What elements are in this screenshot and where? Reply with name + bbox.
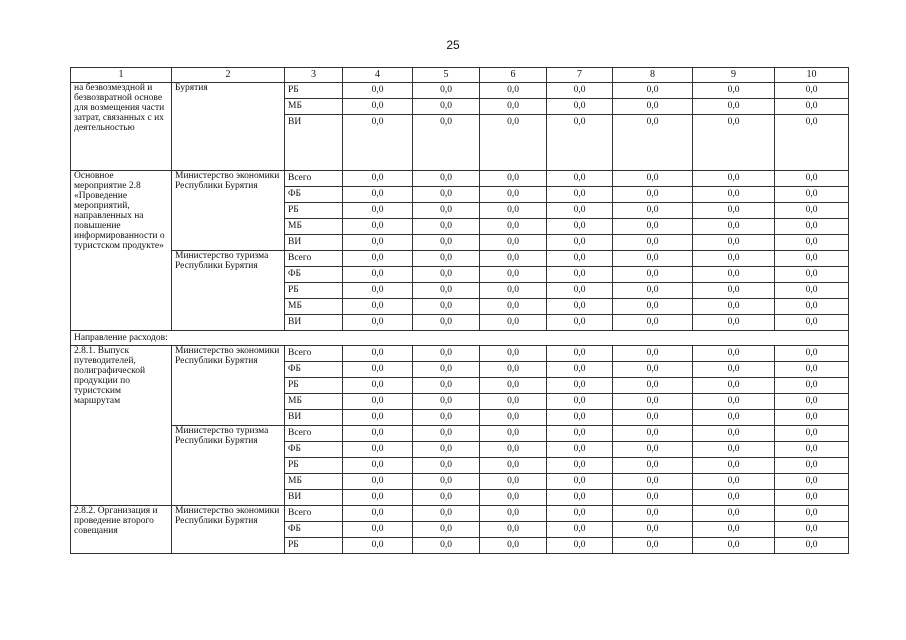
funding-source: РБ: [285, 458, 343, 474]
value-cell: 0,0: [775, 83, 849, 99]
value-cell: 0,0: [547, 538, 613, 554]
funding-source: РБ: [285, 538, 343, 554]
value-cell: 0,0: [480, 410, 547, 426]
funding-source: РБ: [285, 203, 343, 219]
value-cell: 0,0: [613, 442, 693, 458]
column-number: 5: [413, 68, 480, 83]
value-cell: 0,0: [343, 394, 413, 410]
column-number: 7: [547, 68, 613, 83]
value-cell: 0,0: [693, 394, 775, 410]
value-cell: 0,0: [775, 219, 849, 235]
value-cell: 0,0: [775, 426, 849, 442]
table-row: [71, 426, 849, 442]
value-cell: 0,0: [547, 171, 613, 187]
value-cell: 0,0: [343, 267, 413, 283]
value-cell: 0,0: [547, 203, 613, 219]
executor-name: Министерство экономики Республики Бурятия: [172, 346, 285, 426]
funding-source: ВИ: [285, 315, 343, 331]
value-cell: 0,0: [613, 83, 693, 99]
value-cell: 0,0: [413, 99, 480, 115]
activity-name: Основное мероприятие 2.8 «Проведение мероприятий, направленных на повышение информированности о туристском продукте»: [71, 171, 172, 331]
value-cell: 0,0: [613, 203, 693, 219]
value-cell: 0,0: [413, 187, 480, 203]
activity-name: 2.8.2. Организация и проведение второго совещания: [71, 506, 172, 554]
value-cell: 0,0: [413, 219, 480, 235]
value-cell: 0,0: [693, 267, 775, 283]
value-cell: 0,0: [693, 171, 775, 187]
value-cell: 0,0: [413, 506, 480, 522]
value-cell: 0,0: [613, 99, 693, 115]
value-cell: 0,0: [343, 83, 413, 99]
value-cell: 0,0: [775, 99, 849, 115]
value-cell: 0,0: [413, 235, 480, 251]
value-cell: 0,0: [547, 410, 613, 426]
value-cell: 0,0: [413, 203, 480, 219]
section-row: [71, 331, 849, 346]
funding-source: РБ: [285, 283, 343, 299]
value-cell: 0,0: [547, 522, 613, 538]
executor-name: Министерство экономики Республики Бурятия: [172, 506, 285, 554]
value-cell: 0,0: [413, 522, 480, 538]
value-cell: 0,0: [775, 362, 849, 378]
value-cell: 0,0: [413, 538, 480, 554]
value-cell: 0,0: [413, 315, 480, 331]
funding-source: МБ: [285, 219, 343, 235]
funding-source: ФБ: [285, 522, 343, 538]
value-cell: 0,0: [413, 283, 480, 299]
value-cell: 0,0: [693, 378, 775, 394]
value-cell: 0,0: [480, 522, 547, 538]
funding-source: ВИ: [285, 410, 343, 426]
value-cell: 0,0: [343, 426, 413, 442]
table-row: [71, 251, 849, 267]
value-cell: 0,0: [547, 219, 613, 235]
value-cell: 0,0: [775, 458, 849, 474]
value-cell: 0,0: [775, 522, 849, 538]
value-cell: 0,0: [613, 378, 693, 394]
value-cell: 0,0: [613, 458, 693, 474]
column-number: 10: [775, 68, 849, 83]
value-cell: 0,0: [613, 362, 693, 378]
value-cell: 0,0: [480, 346, 547, 362]
value-cell: 0,0: [613, 115, 693, 171]
value-cell: 0,0: [343, 378, 413, 394]
value-cell: 0,0: [547, 458, 613, 474]
value-cell: 0,0: [775, 115, 849, 171]
value-cell: 0,0: [343, 362, 413, 378]
value-cell: 0,0: [613, 187, 693, 203]
value-cell: 0,0: [613, 315, 693, 331]
funding-source: ВИ: [285, 115, 343, 171]
value-cell: 0,0: [480, 99, 547, 115]
column-number: 6: [480, 68, 547, 83]
column-number: 8: [613, 68, 693, 83]
value-cell: 0,0: [547, 346, 613, 362]
value-cell: 0,0: [547, 251, 613, 267]
value-cell: 0,0: [480, 474, 547, 490]
value-cell: 0,0: [343, 346, 413, 362]
value-cell: 0,0: [613, 410, 693, 426]
section-heading: Направление расходов:: [71, 331, 849, 346]
value-cell: 0,0: [693, 251, 775, 267]
funding-source: МБ: [285, 299, 343, 315]
value-cell: 0,0: [693, 442, 775, 458]
table-row: [71, 83, 849, 99]
value-cell: 0,0: [547, 315, 613, 331]
value-cell: 0,0: [775, 171, 849, 187]
value-cell: 0,0: [693, 283, 775, 299]
value-cell: 0,0: [413, 490, 480, 506]
value-cell: 0,0: [775, 267, 849, 283]
value-cell: 0,0: [343, 474, 413, 490]
value-cell: 0,0: [413, 115, 480, 171]
value-cell: 0,0: [613, 394, 693, 410]
value-cell: 0,0: [775, 346, 849, 362]
executor-name: Бурятия: [172, 83, 285, 171]
value-cell: 0,0: [775, 203, 849, 219]
table-row: [71, 506, 849, 522]
value-cell: 0,0: [343, 315, 413, 331]
value-cell: 0,0: [480, 219, 547, 235]
value-cell: 0,0: [693, 315, 775, 331]
value-cell: 0,0: [693, 115, 775, 171]
value-cell: 0,0: [480, 83, 547, 99]
value-cell: 0,0: [775, 251, 849, 267]
value-cell: 0,0: [547, 283, 613, 299]
value-cell: 0,0: [775, 378, 849, 394]
funding-source: ВИ: [285, 235, 343, 251]
value-cell: 0,0: [480, 362, 547, 378]
value-cell: 0,0: [343, 299, 413, 315]
column-number: 9: [693, 68, 775, 83]
funding-source: МБ: [285, 474, 343, 490]
value-cell: 0,0: [613, 474, 693, 490]
activity-name: на безвозмездной и безвозвратной основе для возмещения части затрат, связанных с их деятельностью: [71, 83, 172, 171]
value-cell: 0,0: [413, 83, 480, 99]
value-cell: 0,0: [547, 394, 613, 410]
value-cell: 0,0: [547, 267, 613, 283]
funding-source: Всего: [285, 506, 343, 522]
executor-name: Министерство туризма Республики Бурятия: [172, 251, 285, 331]
value-cell: 0,0: [613, 346, 693, 362]
value-cell: 0,0: [693, 474, 775, 490]
value-cell: 0,0: [413, 410, 480, 426]
value-cell: 0,0: [775, 187, 849, 203]
value-cell: 0,0: [480, 171, 547, 187]
value-cell: 0,0: [775, 299, 849, 315]
value-cell: 0,0: [343, 219, 413, 235]
value-cell: 0,0: [775, 410, 849, 426]
value-cell: 0,0: [547, 83, 613, 99]
value-cell: 0,0: [613, 219, 693, 235]
value-cell: 0,0: [693, 203, 775, 219]
value-cell: 0,0: [480, 490, 547, 506]
value-cell: 0,0: [693, 506, 775, 522]
funding-source: Всего: [285, 346, 343, 362]
value-cell: 0,0: [693, 458, 775, 474]
value-cell: 0,0: [547, 474, 613, 490]
value-cell: 0,0: [343, 538, 413, 554]
funding-source: МБ: [285, 99, 343, 115]
value-cell: 0,0: [413, 299, 480, 315]
value-cell: 0,0: [775, 315, 849, 331]
funding-source: ВИ: [285, 490, 343, 506]
value-cell: 0,0: [613, 299, 693, 315]
value-cell: 0,0: [413, 474, 480, 490]
value-cell: 0,0: [693, 99, 775, 115]
value-cell: 0,0: [613, 506, 693, 522]
value-cell: 0,0: [775, 490, 849, 506]
column-number: 4: [343, 68, 413, 83]
value-cell: 0,0: [547, 490, 613, 506]
value-cell: 0,0: [413, 458, 480, 474]
value-cell: 0,0: [547, 362, 613, 378]
value-cell: 0,0: [480, 458, 547, 474]
value-cell: 0,0: [775, 394, 849, 410]
value-cell: 0,0: [343, 490, 413, 506]
funding-source: МБ: [285, 394, 343, 410]
value-cell: 0,0: [480, 203, 547, 219]
executor-name: Министерство экономики Республики Бурятия: [172, 171, 285, 251]
funding-source: ФБ: [285, 442, 343, 458]
table-row: [71, 346, 849, 362]
executor-name: Министерство туризма Республики Бурятия: [172, 426, 285, 506]
value-cell: 0,0: [547, 299, 613, 315]
value-cell: 0,0: [693, 219, 775, 235]
value-cell: 0,0: [775, 474, 849, 490]
value-cell: 0,0: [693, 83, 775, 99]
value-cell: 0,0: [343, 458, 413, 474]
value-cell: 0,0: [547, 235, 613, 251]
value-cell: 0,0: [480, 394, 547, 410]
value-cell: 0,0: [693, 426, 775, 442]
table-row: [71, 171, 849, 187]
column-number: 1: [71, 68, 172, 83]
funding-source: ФБ: [285, 187, 343, 203]
value-cell: 0,0: [413, 394, 480, 410]
funding-source: Всего: [285, 426, 343, 442]
value-cell: 0,0: [547, 426, 613, 442]
value-cell: 0,0: [413, 267, 480, 283]
value-cell: 0,0: [343, 283, 413, 299]
value-cell: 0,0: [343, 251, 413, 267]
value-cell: 0,0: [413, 378, 480, 394]
value-cell: 0,0: [343, 171, 413, 187]
value-cell: 0,0: [343, 522, 413, 538]
value-cell: 0,0: [413, 251, 480, 267]
value-cell: 0,0: [343, 99, 413, 115]
value-cell: 0,0: [343, 235, 413, 251]
page-number: 25: [446, 38, 460, 52]
funding-source: ФБ: [285, 267, 343, 283]
value-cell: 0,0: [613, 522, 693, 538]
value-cell: 0,0: [413, 426, 480, 442]
value-cell: 0,0: [547, 442, 613, 458]
value-cell: 0,0: [693, 187, 775, 203]
value-cell: 0,0: [480, 426, 547, 442]
value-cell: 0,0: [693, 235, 775, 251]
funding-source: Всего: [285, 171, 343, 187]
value-cell: 0,0: [480, 235, 547, 251]
value-cell: 0,0: [480, 115, 547, 171]
value-cell: 0,0: [613, 538, 693, 554]
column-number: 3: [285, 68, 343, 83]
value-cell: 0,0: [693, 410, 775, 426]
value-cell: 0,0: [480, 283, 547, 299]
value-cell: 0,0: [480, 315, 547, 331]
value-cell: 0,0: [343, 203, 413, 219]
value-cell: 0,0: [693, 490, 775, 506]
value-cell: 0,0: [480, 187, 547, 203]
value-cell: 0,0: [343, 506, 413, 522]
value-cell: 0,0: [693, 362, 775, 378]
value-cell: 0,0: [343, 187, 413, 203]
header-row: [71, 68, 849, 83]
column-number: 2: [172, 68, 285, 83]
value-cell: 0,0: [775, 538, 849, 554]
value-cell: 0,0: [480, 442, 547, 458]
value-cell: 0,0: [480, 506, 547, 522]
value-cell: 0,0: [613, 171, 693, 187]
value-cell: 0,0: [413, 171, 480, 187]
value-cell: 0,0: [693, 299, 775, 315]
funding-source: Всего: [285, 251, 343, 267]
funding-source: РБ: [285, 378, 343, 394]
value-cell: 0,0: [693, 522, 775, 538]
value-cell: 0,0: [775, 283, 849, 299]
value-cell: 0,0: [343, 115, 413, 171]
value-cell: 0,0: [480, 538, 547, 554]
value-cell: 0,0: [613, 283, 693, 299]
value-cell: 0,0: [547, 115, 613, 171]
value-cell: 0,0: [413, 346, 480, 362]
value-cell: 0,0: [480, 251, 547, 267]
funding-source: РБ: [285, 83, 343, 99]
value-cell: 0,0: [775, 506, 849, 522]
value-cell: 0,0: [547, 187, 613, 203]
value-cell: 0,0: [480, 378, 547, 394]
budget-table: [70, 67, 849, 554]
value-cell: 0,0: [413, 362, 480, 378]
value-cell: 0,0: [775, 235, 849, 251]
value-cell: 0,0: [547, 378, 613, 394]
value-cell: 0,0: [343, 410, 413, 426]
value-cell: 0,0: [413, 442, 480, 458]
value-cell: 0,0: [343, 442, 413, 458]
funding-source: ФБ: [285, 362, 343, 378]
value-cell: 0,0: [480, 299, 547, 315]
value-cell: 0,0: [775, 442, 849, 458]
value-cell: 0,0: [613, 251, 693, 267]
value-cell: 0,0: [613, 235, 693, 251]
value-cell: 0,0: [613, 490, 693, 506]
value-cell: 0,0: [547, 506, 613, 522]
activity-name: 2.8.1. Выпуск путеводителей, полиграфической продукции по туристским маршрутам: [71, 346, 172, 506]
value-cell: 0,0: [613, 426, 693, 442]
value-cell: 0,0: [693, 538, 775, 554]
value-cell: 0,0: [480, 267, 547, 283]
value-cell: 0,0: [693, 346, 775, 362]
value-cell: 0,0: [613, 267, 693, 283]
value-cell: 0,0: [547, 99, 613, 115]
